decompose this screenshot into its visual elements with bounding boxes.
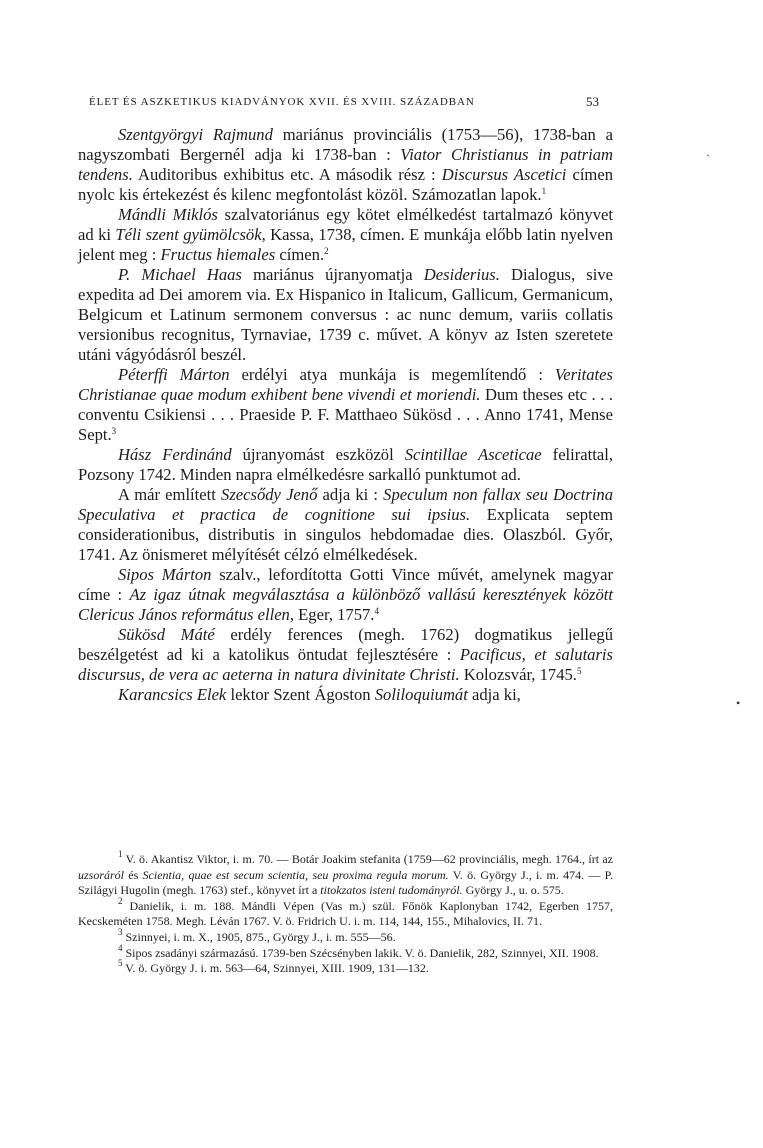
paragraph	[78, 625, 613, 685]
footnote	[78, 849, 614, 899]
running-header	[89, 96, 599, 108]
text-run: A már említett	[118, 485, 222, 504]
text-run: V. ö. György J., i. m. 474. — P. Szilágyi Hugolin (megh. 1763) stef., könyvet írt a	[78, 867, 614, 898]
italic-run: titokzatos isteni tudományról.	[320, 883, 463, 898]
italic-run: Viator Christianus in patriam tendens.	[78, 145, 613, 184]
main-text	[78, 125, 613, 705]
italic-run: Veritates Christianae quae modum exhibent bene vivendi et moriendi.	[78, 365, 613, 404]
footnotes	[78, 849, 614, 977]
paragraph	[78, 485, 613, 565]
paragraph	[78, 365, 613, 445]
footnote	[78, 958, 613, 977]
text-run: V. ö. Akantisz Viktor, i. m. 70. — Botár Joakim stefanita (1759—62 provinciális, megh. 1764., írt az	[122, 852, 613, 866]
footnote	[78, 926, 613, 946]
text-run: erdély ferences (megh. 1762) dogmatikus jellegű beszélgetést ad ki a katolikus öntudat fejlesztésére :	[78, 625, 613, 664]
italic-run: Soliloquiumát	[374, 685, 468, 704]
paragraph	[78, 205, 613, 265]
italic-run: Mándli Miklós	[118, 205, 218, 224]
italic-run: Karancsics Elek	[118, 685, 227, 704]
text-run: újranyomást eszközöl	[231, 445, 405, 464]
text-run: szalvatoriánus egy kötet elmélkedést tartalmazó könyvet ad ki	[78, 205, 613, 244]
footnote-marker: 5	[576, 666, 582, 676]
paragraph	[78, 565, 613, 625]
italic-run: Desiderius.	[423, 265, 500, 284]
italic-run: Az igaz útnak megválasztása a különböző vallású keresztények között Clericus János református ellen,	[78, 585, 614, 624]
text-run: címen.	[275, 245, 325, 264]
text-run: erdélyi atya munkája is megemlítendő :	[229, 365, 555, 384]
italic-run: Szentgyörgyi Rajmund	[118, 125, 273, 144]
footnote-marker: 4	[374, 606, 379, 616]
text-run: mariánus provinciális (1753—56), 1738-ban a nagyszombati Bergernél adja ki 1738-ban :	[78, 125, 613, 164]
italic-run: Sipos Márton	[118, 565, 212, 584]
text-run: V. ö. György J. i. m. 563—64, Szinnyei, XIII. 1909, 131—132.	[122, 961, 429, 976]
footnote-marker: 5	[118, 958, 123, 969]
text-run: mariánus újranyomatja	[241, 265, 424, 284]
stray-mark: •	[736, 696, 741, 710]
footnote-marker: 3	[118, 926, 123, 937]
text-run: Eger, 1757.	[294, 605, 375, 624]
text-run: Explicata septem considerationibus, distributis in singulos hebdomadae dies. Olaszból. Győr, 1741. Az önismeret mélyítését célzó elmélkedések.	[78, 505, 613, 564]
text-run: Kassa, 1738, címen. E munkája előbb latin nyelven jelent meg :	[78, 225, 613, 264]
italic-run: Discursus Ascetici	[441, 165, 567, 184]
footnote	[78, 895, 613, 930]
italic-run: uzsoráról	[78, 867, 125, 882]
footnote-marker: 2	[118, 895, 123, 906]
italic-run: Scintillae Asceticae	[404, 445, 542, 464]
text-run: szalv., lefordította Gotti Vince művét, amelynek magyar címe :	[78, 565, 613, 604]
text-run: Dialogus, sive expedita ad Dei amorem via. Ex Hispanico in Italicum, Gallicum, Germanicum, Belgicum et Latinum sermonem conversus : ac nunc demum, variis collatis versionibus recognitus, Tyrnaviae, 1739 c. művet. A könyv az Isten szeretete utáni vágyódásról beszél.	[78, 265, 614, 364]
text-run: adja ki,	[467, 685, 521, 704]
text-run: Danielik, i. m. 188. Mándli Vépen (Vas m.) szül. Főnök Kaplonyban 1742, Egerben 1757, Kecskeméten 1758. Megh. Léván 1767. V. ö. Fridrich U. i. m. 114, 144, 155., Mihalovics, II. 71.	[78, 898, 613, 929]
paragraph	[78, 685, 613, 705]
text-run: címen nyolc kis értekezést és kilenc megfontolást közöl. Számozatlan lapok.	[78, 165, 613, 204]
footnote-marker: 2	[324, 246, 329, 256]
paragraph	[78, 445, 613, 485]
italic-run: Szecsődy Jenő	[221, 485, 318, 504]
text-run: lektor Szent Ágoston	[226, 685, 375, 704]
text-run: Sipos zsadányi származású. 1739-ben Szécsényben lakik. V. ö. Danielik, 282, Szinnyei, XII. 1908.	[122, 945, 599, 960]
paragraph	[78, 265, 613, 365]
text-run: és	[124, 867, 143, 882]
text-run: Dum theses etc . . . conventu Csikiensi . . . Praeside P. F. Matthaeo Sükösd . . . Anno 1741, Mense Sept.	[78, 385, 613, 444]
text-run: adja ki :	[317, 485, 384, 504]
italic-run: Pacificus, et salutaris discursus, de vera ac aeterna in natura divinitate Christi.	[78, 645, 614, 684]
text-run: György J., u. o. 575.	[462, 883, 564, 898]
footnote-marker: 1	[541, 186, 547, 196]
italic-run: Téli szent gyümölcsök,	[115, 225, 266, 244]
text-run: Szinnyei, i. m. X., 1905, 875., György J., i. m. 555—56.	[122, 929, 396, 944]
paragraph	[78, 125, 613, 205]
italic-run: Speculum non fallax seu Doctrina Speculativa et practica de cognitione sui ipsius.	[78, 485, 614, 524]
italic-run: Sükösd Máté	[118, 625, 215, 644]
page-number: 53	[586, 94, 599, 109]
italic-run: Fructus hiemales	[160, 245, 276, 264]
footnote-marker: 1	[118, 849, 123, 859]
italic-run: Hász Ferdinánd	[118, 445, 232, 464]
footnote	[78, 942, 613, 962]
text-run: Auditoribus exhibitus etc. A második rész :	[132, 165, 442, 184]
text-run: felirattal, Pozsony 1742. Minden napra elmélkedésre sarkalló punktumot ad.	[78, 445, 614, 484]
italic-run: Scientia, quae est secum scientia, seu proxima regula morum.	[142, 867, 449, 882]
text-run: Kolozsvár, 1745.	[459, 665, 577, 684]
footnote-marker: 4	[118, 942, 123, 953]
italic-run: Péterffi Márton	[118, 365, 230, 384]
italic-run: P. Michael Haas	[118, 265, 242, 284]
running-title: ÉLET ÉS ASZKETIKUS KIADVÁNYOK XVII. ÉS XVIII. SZÁZADBAN	[89, 96, 475, 108]
footnote-marker: 3	[111, 426, 117, 436]
stray-mark: `	[706, 152, 710, 166]
